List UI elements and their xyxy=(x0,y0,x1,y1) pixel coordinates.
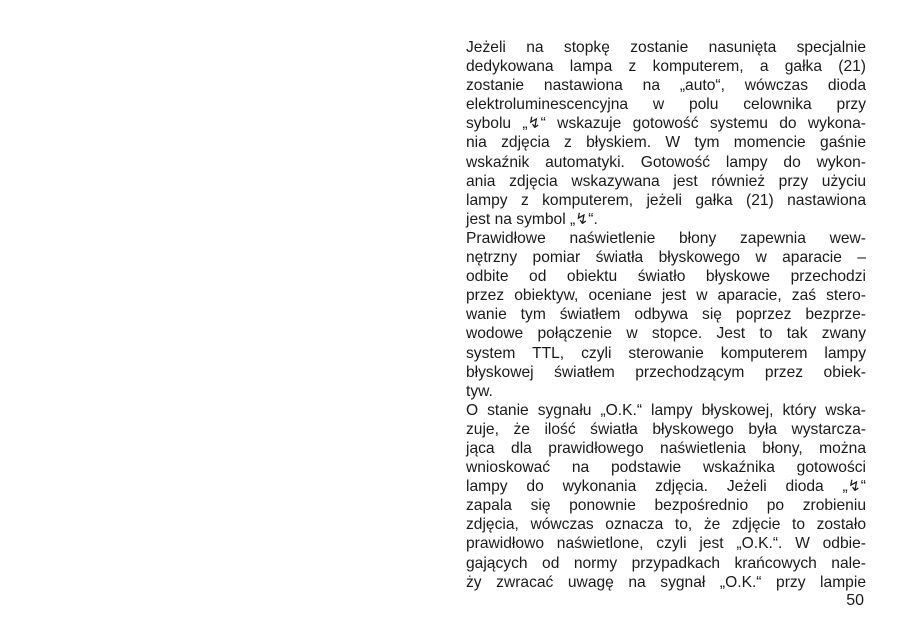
text-line: zostanie nastawiona na „auto“, wówczas dioda xyxy=(466,77,866,95)
text-line: zuje, że ilość światła błyskowego była wystarcza- xyxy=(466,420,866,438)
text-line: błyskowej światłem przechodzącym przez obiek- xyxy=(466,363,866,381)
text-line: prawidłowo naświetlone, czyli jest „O.K.“. W odbie- xyxy=(466,535,866,553)
text-line: ży zwracać uwagę na sygnał „O.K.“ przy lampie xyxy=(466,573,866,591)
text-line: sybolu „↯“ wskazuje gotowość systemu do wykona- xyxy=(466,115,866,133)
text-line: nia zdjęcia z błyskiem. W tym momencie gaśnie xyxy=(466,134,866,152)
text-line: jest na symbol „↯“. xyxy=(466,210,598,228)
text-line: system TTL, czyli sterowanie komputerem lampy xyxy=(466,344,866,362)
text-line: O stanie sygnału „O.K.“ lampy błyskowej, który wska- xyxy=(466,401,866,419)
text-column xyxy=(466,38,866,592)
text-line: gających od normy przypadkach krańcowych nale- xyxy=(466,554,866,572)
text-line: wodowe połączenie w stopce. Jest to tak zwany xyxy=(466,325,866,343)
text-line: Jeżeli na stopkę zostanie nasunięta specjalnie xyxy=(466,39,866,56)
text-line: Prawidłowe naświetlenie błony zapewnia wew- xyxy=(466,229,866,247)
text-line: elektroluminescencyjna w polu celownika przy xyxy=(466,96,866,114)
text-line: przez obiektyw, oceniane jest w aparacie, zaś stero- xyxy=(466,287,866,305)
text-line: ania zdjęcia wskazywana jest również przy użyciu xyxy=(466,172,866,190)
text-line: wanie tym światłem odbywa się poprzez bezprze- xyxy=(466,306,866,324)
text-line: zapala się ponownie bezpośrednio po zrobieniu xyxy=(466,497,866,515)
text-line: tyw. xyxy=(466,382,493,400)
text-line: odbite od obiektu światło błyskowe przechodzi xyxy=(466,268,866,286)
text-line: jąca dla prawidłowego naświetlenia błony, można xyxy=(466,439,866,457)
page-number: 50 xyxy=(846,592,864,609)
text-line: lampy z komputerem, jeżeli gałka (21) nastawiona xyxy=(466,191,866,209)
text-line: wskaźnik automatyki. Gotowość lampy do wykon- xyxy=(466,153,866,171)
text-line: lampy do wykonania zdjęcia. Jeżeli dioda „↯“ xyxy=(466,478,866,496)
text-line: dedykowana lampa z komputerem, a gałka (21) xyxy=(466,58,866,76)
text-line: nętrzny pomiar światła błyskowego w aparacie – xyxy=(466,249,866,267)
text-line: zdjęcia, wówczas oznacza to, że zdjęcie to zostało xyxy=(466,516,866,534)
text-line: wnioskować na podstawie wskaźnika gotowości xyxy=(466,459,866,477)
